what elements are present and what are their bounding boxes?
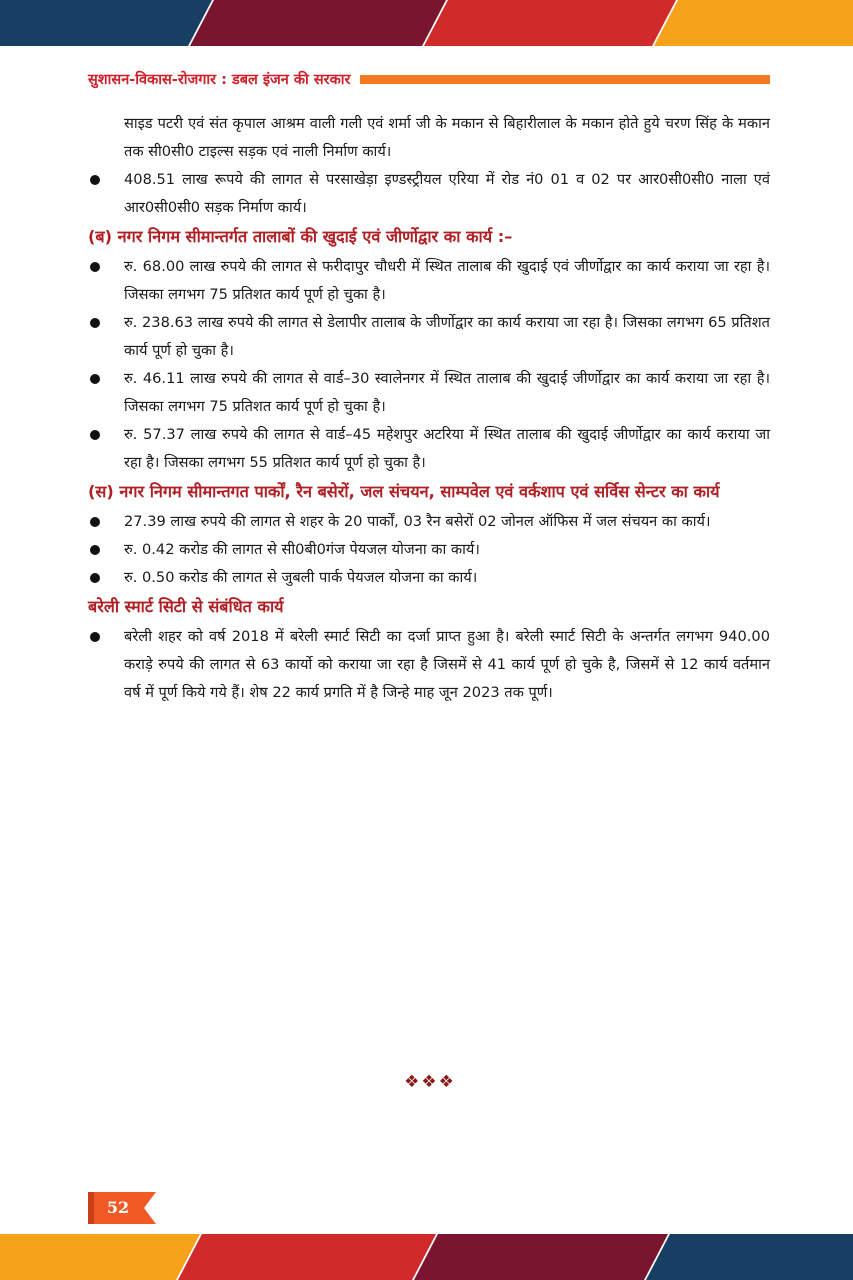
list-item-text: 27.39 लाख रुपये की लागत से शहर के 20 पार्कों, 03 रैन बसेरों 02 जोनल ऑफिस में जल संचयन का कार्य।	[124, 513, 711, 530]
list-item-text: रु. 57.37 लाख रुपये की लागत से वार्ड–45 महेशपुर अटरिया में स्थित तालाब की खुदाई जीर्णोद्वार का कार्य कराया जा रहा है। जिसका लगभग 55 प्रतिशत कार्य पूर्ण हो चुका है।	[124, 426, 770, 471]
list-item-text: रु. 68.00 लाख रुपये की लागत से फरीदापुर चौधरी में स्थित तालाब की खुदाई एवं जीर्णोद्वार का कार्य कराया जा रहा है। जिसका लगभग 75 प्रतिशत कार्य पूर्ण हो चुका है।	[124, 258, 770, 303]
smart-city-heading: बरेली स्मार्ट सिटी से संबंधित कार्य	[88, 597, 284, 616]
top-decorative-band	[0, 0, 853, 46]
list-item	[88, 623, 770, 707]
bottom-decorative-band	[0, 1234, 853, 1280]
section-c-heading: (स) नगर निगम सीमान्तगत पार्कों, रैन बसेरों, जल संचयन, साम्पवेल एवं वर्कशाप एवं सर्विस सेन्टर का कार्य	[88, 482, 720, 501]
bullet-icon	[90, 632, 100, 642]
list-item	[88, 166, 770, 222]
list-item	[88, 564, 770, 592]
list-item	[88, 421, 770, 477]
bullet-icon	[90, 430, 100, 440]
page-content	[88, 110, 770, 707]
continued-paragraph: साइड पटरी एवं संत कृपाल आश्रम वाली गली एवं शर्मा जी के मकान से बिहारीलाल के मकान होते हुये चरण सिंह के मकान तक सी0सी0 टाइल्स सड़क एवं नाली निर्माण कार्य।	[124, 115, 770, 160]
running-header	[88, 66, 770, 92]
list-item-text: रु. 0.50 करोड की लागत से जुबली पार्क पेयजल योजना का कार्य।	[124, 569, 478, 586]
list-item	[88, 309, 770, 365]
bullet-icon	[90, 318, 100, 328]
section-b-heading: (ब) नगर निगम सीमान्तर्गत तालाबों की खुदाई एवं जीर्णोद्वार का कार्य :–	[88, 227, 513, 246]
list-item	[88, 253, 770, 309]
bullet-icon	[90, 573, 100, 583]
list-item	[88, 536, 770, 564]
bullet-icon	[90, 374, 100, 384]
page-number-tab	[88, 1192, 156, 1224]
bullet-icon	[90, 545, 100, 555]
bullet-icon	[90, 262, 100, 272]
bullet-icon	[90, 175, 100, 185]
list-item-text: रु. 46.11 लाख रुपये की लागत से वार्ड–30 स्वालेनगर में स्थित तालाब की खुदाई जीर्णोद्वार का कार्य कराया जा रहा है। जिसका लगभग 75 प्रतिशत कार्य पूर्ण हो चुका है।	[124, 370, 770, 415]
bullet-icon	[90, 517, 100, 527]
header-rule	[360, 75, 770, 84]
list-item-text: रु. 238.63 लाख रुपये की लागत से डेलापीर तालाब के जीर्णोद्वार का कार्य कराया जा रहा है। जिसका लगभग 65 प्रतिशत कार्य पूर्ण हो चुका है।	[124, 314, 770, 359]
header-title: सुशासन-विकास-रोजगार : डबल इंजन की सरकार	[88, 72, 351, 88]
list-item-text: बरेली शहर को वर्ष 2018 में बरेली स्मार्ट सिटी का दर्जा प्राप्त हुआ है। बरेली स्मार्ट सिटी के अन्तर्गत लगभग 940.00 कराड़े रुपये की लागत से 63 कार्यो को कराया जा रहा है जिसमें से 41 कार्य पूर्ण हो चुके है, जिसमें से 12 कार्य वर्तमान वर्ष में पूर्ण किये गये हैं। शेष 22 कार्य प्रगति में है जिन्हे माह जून 2023 तक पूर्ण।	[124, 628, 770, 701]
section-end-ornament: ❖❖❖	[404, 1072, 456, 1092]
list-item-text: 408.51 लाख रूपये की लागत से परसाखेड़ा इण्डस्ट्रीयल एरिया में रोड नं0 01 व 02 पर आर0सी0सी0 नाला एवं आर0सी0सी0 सड़क निर्माण कार्य।	[124, 171, 770, 216]
list-item	[88, 365, 770, 421]
list-item-text: रु. 0.42 करोड की लागत से सी0बी0गंज पेयजल योजना का कार्य।	[124, 541, 480, 558]
page-number: 52	[106, 1198, 130, 1217]
list-item	[88, 508, 770, 536]
